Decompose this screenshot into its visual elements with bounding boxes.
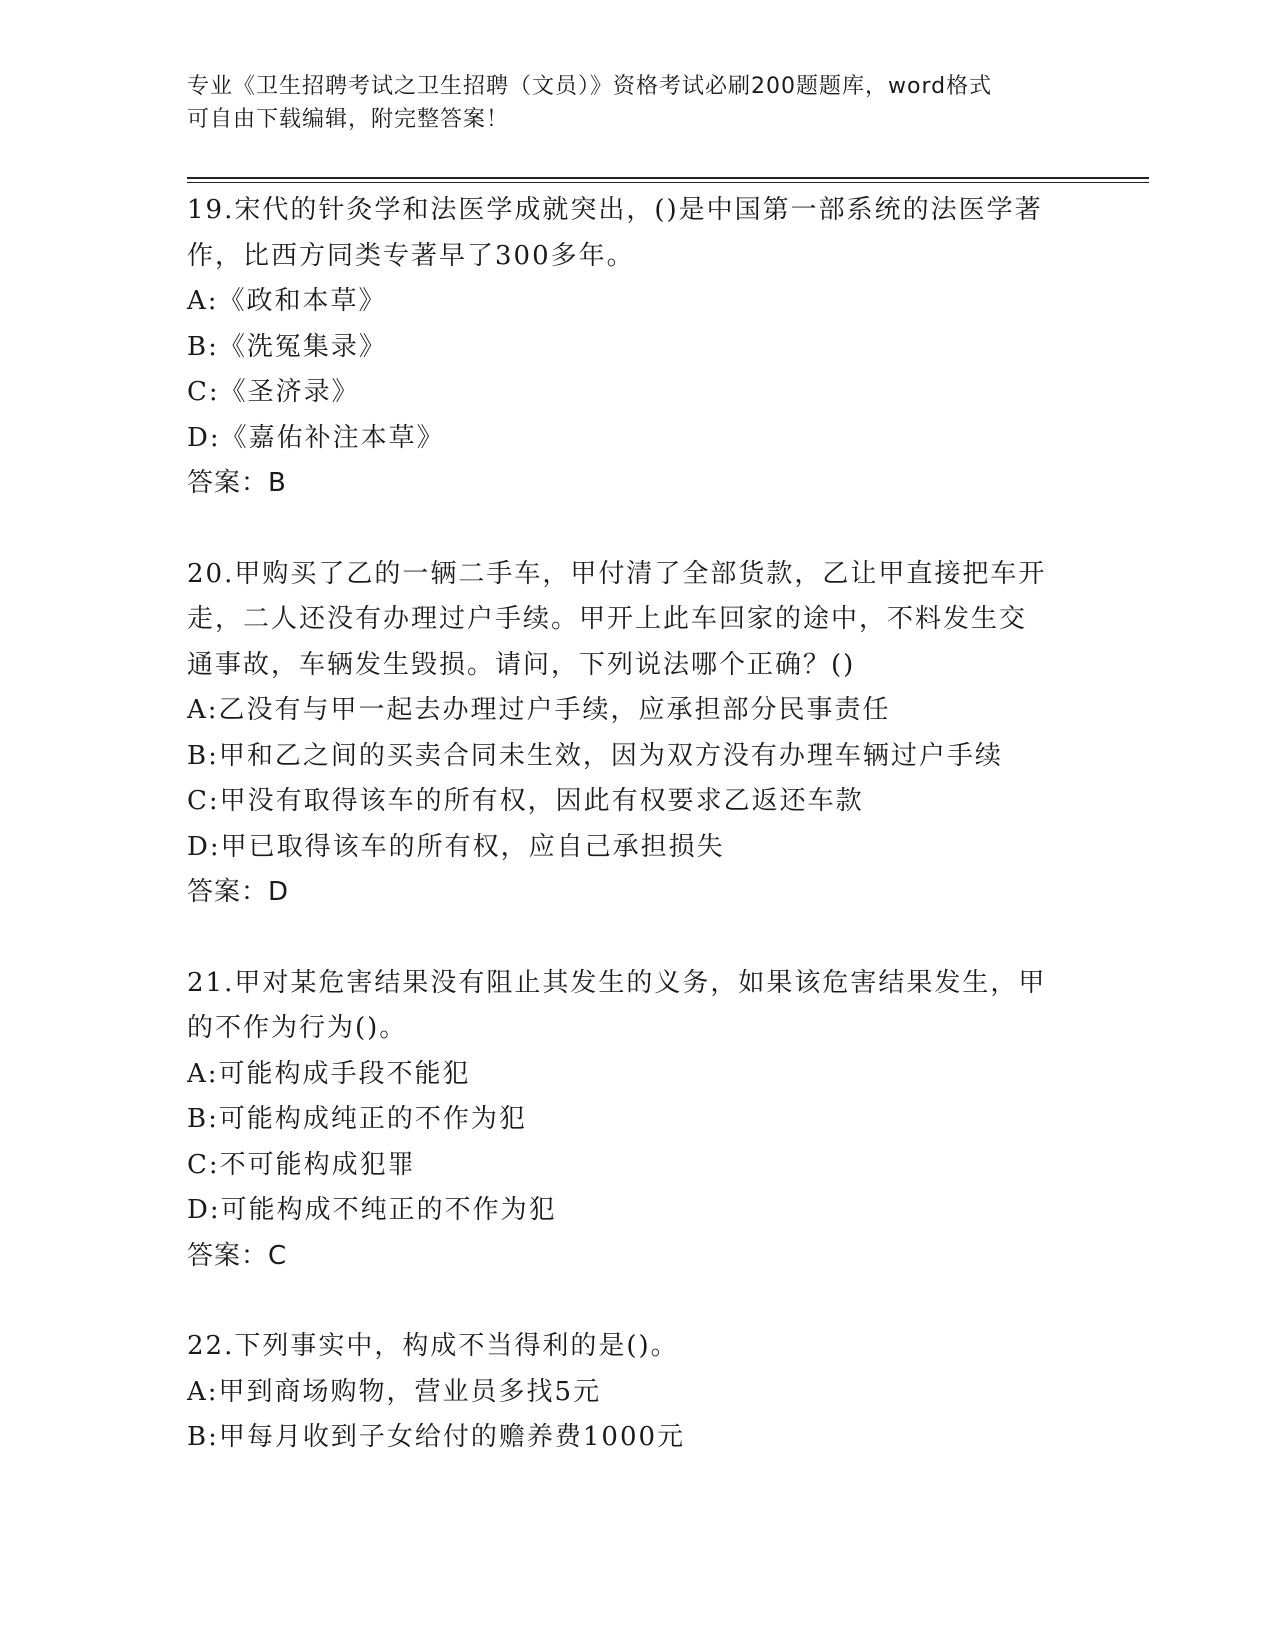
question-stem-line: 的不作为行为()。 [187,1013,408,1043]
option-c: C:不可能构成犯罪 [187,1149,416,1180]
question-stem-line: 通事故，车辆发生毁损。请问，下列说法哪个正确？() [187,649,856,680]
header-rule-thin [187,182,1149,183]
header-line-2: 可自由下载编辑，附完整答案！ [187,107,510,132]
option-c: C:甲没有取得该车的所有权，因此有权要求乙返还车款 [187,786,864,816]
question-stem-line: 21.甲对某危害结果没有阻止其发生的义务，如果该危害结果发生，甲 [187,967,1047,998]
question-stem-line: 19.宋代的针灸学和法医学成就突出，()是中国第一部系统的法医学著 [187,195,1043,225]
option-a: A:甲到商场购物，营业员多找5元 [187,1376,602,1407]
question-stem-line: 作，比西方同类专著早了300多年。 [187,240,635,271]
question-22 [187,1324,1087,1461]
header-rule-thick [187,177,1149,179]
option-d: D:甲已取得该车的所有权，应自己承担损失 [187,831,725,862]
question-19 [187,188,1087,507]
answer-line: 答案：D [187,877,290,907]
option-d: D:可能构成不纯正的不作为犯 [187,1195,557,1225]
answer-line: 答案：C [187,1240,288,1271]
question-list [187,188,1087,1461]
option-b: B:可能构成纯正的不作为犯 [187,1104,527,1134]
header-line-1: 专业《卫生招聘考试之卫生招聘（文员）》资格考试必刷200题题库，word格式 [187,74,993,99]
option-c: C:《圣济录》 [187,377,360,407]
option-d: D:《嘉佑补注本草》 [187,422,445,453]
option-b: B:甲和乙之间的买卖合同未生效，因为双方没有办理车辆过户手续 [187,740,1003,771]
question-gap [187,916,1087,961]
question-20 [187,552,1087,916]
question-stem-line: 22.下列事实中，构成不当得利的是()。 [187,1331,679,1361]
answer-line: 答案：B [187,468,287,498]
document-header [187,70,1087,136]
question-21 [187,961,1087,1280]
option-a: A:《政和本草》 [187,286,387,316]
option-a: A:乙没有与甲一起去办理过户手续，应承担部分民事责任 [187,695,891,725]
question-gap [187,507,1087,552]
option-a: A:可能构成手段不能犯 [187,1058,471,1089]
question-gap [187,1279,1087,1324]
question-stem-line: 走，二人还没有办理过户手续。甲开上此车回家的途中，不料发生交 [187,604,1028,634]
option-b: B:甲每月收到子女给付的赡养费1000元 [187,1422,686,1452]
option-b: B:《洗冤集录》 [187,331,387,362]
question-stem-line: 20.甲购买了乙的一辆二手车，甲付清了全部货款，乙让甲直接把车开 [187,558,1047,589]
